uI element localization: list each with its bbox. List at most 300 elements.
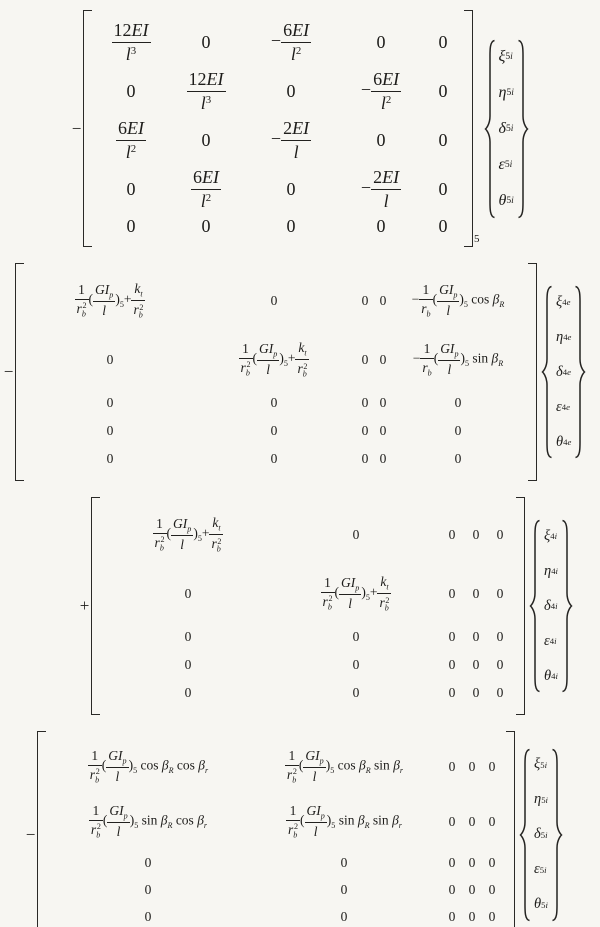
math-run: 6 bbox=[283, 20, 293, 41]
math-run: 0 bbox=[496, 685, 504, 701]
numerator bbox=[295, 340, 309, 360]
fraction bbox=[239, 341, 253, 377]
numerator bbox=[106, 748, 128, 768]
right-bracket-group bbox=[524, 263, 537, 481]
math-run: b bbox=[292, 775, 297, 785]
vector-open-brace bbox=[483, 38, 497, 220]
subscript bbox=[187, 525, 191, 534]
math-run: 0 bbox=[438, 179, 448, 200]
math-run: b bbox=[138, 310, 143, 320]
math-run: e bbox=[567, 437, 572, 447]
math-run: 2 bbox=[82, 301, 87, 311]
numerator bbox=[153, 516, 167, 534]
numerator bbox=[107, 803, 129, 823]
matrix-cell bbox=[449, 586, 456, 602]
matrix-cell bbox=[127, 81, 136, 102]
vector-entries bbox=[541, 519, 561, 694]
math-run: 0 bbox=[286, 81, 296, 102]
math-run: r bbox=[76, 300, 82, 316]
vector-entry bbox=[541, 624, 561, 659]
math-run: sin bbox=[369, 812, 393, 828]
matrix-cell bbox=[271, 423, 278, 439]
fraction bbox=[437, 282, 459, 318]
math-run: i bbox=[555, 601, 558, 611]
denominator bbox=[377, 594, 391, 613]
math-run: b bbox=[81, 309, 86, 319]
math-run: l bbox=[116, 824, 121, 840]
math-run: b bbox=[427, 368, 432, 378]
fraction bbox=[88, 748, 102, 784]
superscript bbox=[206, 192, 211, 204]
matrix-cell bbox=[353, 527, 360, 543]
matrix-cell bbox=[380, 451, 387, 467]
math-run: ( bbox=[433, 350, 439, 366]
matrix-cell bbox=[75, 281, 146, 320]
denominator bbox=[209, 535, 223, 554]
math-run: 0 bbox=[379, 451, 387, 467]
math-run: k bbox=[212, 515, 219, 531]
matrix-cell bbox=[153, 515, 224, 554]
math-run: cos bbox=[334, 757, 359, 773]
matrix-cell bbox=[89, 803, 207, 839]
math-run: l bbox=[380, 93, 386, 113]
matrix-cell bbox=[377, 130, 386, 151]
subscript bbox=[96, 830, 100, 839]
matrix-cell bbox=[353, 629, 360, 645]
numerator bbox=[420, 341, 433, 359]
numerator bbox=[89, 803, 103, 821]
math-run: R bbox=[364, 821, 370, 831]
math-run: 0 bbox=[496, 657, 504, 673]
matrix-cell bbox=[455, 451, 462, 467]
math-run: r bbox=[322, 593, 328, 609]
subscript bbox=[499, 300, 504, 309]
superscript bbox=[131, 143, 136, 155]
subscript bbox=[506, 87, 513, 98]
subscript bbox=[541, 795, 548, 805]
fraction bbox=[281, 20, 311, 64]
math-run: θ bbox=[534, 896, 542, 912]
math-run: l bbox=[200, 191, 206, 211]
subscript bbox=[551, 601, 558, 611]
math-run: 0 bbox=[379, 423, 387, 439]
math-run: 0 bbox=[468, 881, 476, 897]
math-run: 0 bbox=[361, 292, 369, 308]
math-run: 0 bbox=[361, 351, 369, 367]
denominator bbox=[171, 536, 193, 553]
matrix-cell bbox=[185, 586, 192, 602]
math-run: 4 bbox=[549, 636, 555, 646]
subscript bbox=[273, 350, 277, 359]
math-run: r bbox=[379, 595, 385, 610]
math-run: r bbox=[154, 534, 160, 550]
math-run: ( bbox=[166, 525, 172, 541]
math-run: EI bbox=[292, 118, 310, 139]
math-run: p bbox=[273, 349, 278, 359]
denominator bbox=[321, 593, 335, 612]
vector-entry bbox=[496, 147, 517, 183]
math-run: 0 bbox=[376, 216, 386, 237]
math-run: 0 bbox=[448, 908, 456, 924]
math-run: R bbox=[499, 300, 505, 310]
subscript bbox=[563, 332, 571, 342]
matrix-cell bbox=[286, 803, 402, 839]
numerator bbox=[131, 281, 145, 301]
matrix bbox=[28, 263, 524, 481]
superscript bbox=[217, 537, 221, 546]
matrix-cell bbox=[449, 527, 456, 543]
denominator bbox=[281, 43, 311, 65]
math-run: b bbox=[95, 775, 100, 785]
matrix-cell bbox=[455, 395, 462, 411]
math-run: t bbox=[386, 582, 389, 592]
math-run: p bbox=[123, 811, 128, 821]
math-run: ξ bbox=[556, 293, 563, 310]
matrix-cell bbox=[202, 216, 211, 237]
math-run: r bbox=[286, 766, 293, 782]
math-run: 1 bbox=[91, 748, 99, 764]
math-run: r bbox=[399, 766, 404, 776]
math-run: l bbox=[348, 596, 353, 612]
math-run: l bbox=[446, 303, 451, 319]
math-run: 2 bbox=[292, 767, 297, 777]
math-run: 0 bbox=[361, 395, 369, 411]
matrix-cell bbox=[362, 423, 369, 439]
math-run: 0 bbox=[270, 395, 278, 411]
math-run: 0 bbox=[106, 451, 114, 467]
subscript bbox=[551, 566, 558, 576]
math-run: 0 bbox=[472, 526, 480, 542]
vector-entries bbox=[531, 747, 551, 922]
math-run: 0 bbox=[472, 657, 480, 673]
subscript bbox=[140, 290, 142, 299]
math-run: 2 bbox=[217, 536, 222, 546]
math-run: 4 bbox=[563, 437, 568, 447]
state-vector bbox=[540, 284, 587, 460]
subscript bbox=[321, 812, 325, 821]
matrix-cell bbox=[285, 748, 403, 784]
math-run: ( bbox=[432, 291, 438, 307]
math-run: ( bbox=[102, 812, 108, 828]
math-run: η bbox=[556, 328, 564, 345]
state-vector bbox=[518, 747, 564, 923]
matrix-cell bbox=[489, 882, 496, 898]
denominator bbox=[116, 141, 146, 163]
subscript bbox=[95, 775, 99, 784]
denominator bbox=[303, 768, 325, 785]
equation-list bbox=[0, 10, 600, 927]
superscript bbox=[385, 596, 389, 605]
math-run: 0 bbox=[379, 395, 387, 411]
math-run: 0 bbox=[496, 585, 504, 601]
math-run: i bbox=[545, 829, 548, 840]
math-run: b bbox=[96, 830, 101, 840]
math-run: l bbox=[125, 44, 131, 64]
math-run: + bbox=[201, 525, 210, 541]
math-run: 1 bbox=[422, 282, 430, 298]
fraction bbox=[321, 575, 335, 611]
numerator bbox=[88, 748, 102, 766]
matrix-cell bbox=[449, 657, 456, 673]
math-run: β bbox=[161, 757, 169, 773]
denominator bbox=[93, 302, 115, 319]
matrix-cell bbox=[377, 32, 386, 53]
vector-entry bbox=[541, 554, 561, 589]
math-run: i bbox=[544, 864, 547, 875]
math-run: θ bbox=[498, 191, 507, 209]
matrix bbox=[104, 497, 512, 715]
math-run: 0 bbox=[106, 423, 114, 439]
math-run: i bbox=[511, 195, 514, 206]
math-run: 0 bbox=[352, 629, 360, 645]
superscript bbox=[160, 535, 164, 544]
math-run: 5 bbox=[134, 821, 139, 831]
subscript bbox=[246, 368, 250, 377]
math-run: 0 bbox=[126, 216, 136, 237]
math-run: i bbox=[545, 794, 548, 805]
matrix-cell bbox=[489, 855, 496, 871]
math-run: + bbox=[123, 291, 132, 307]
math-run: l bbox=[312, 769, 317, 785]
math-run: ε bbox=[544, 632, 550, 649]
fraction bbox=[89, 803, 103, 839]
matrix-cell bbox=[380, 293, 387, 309]
math-run: r bbox=[203, 821, 208, 831]
math-run: ( bbox=[300, 812, 305, 828]
math-run: β bbox=[198, 757, 206, 773]
matrix-cell bbox=[116, 118, 146, 162]
denominator bbox=[191, 190, 221, 212]
matrix-cell bbox=[202, 32, 211, 53]
math-run: 5 bbox=[541, 899, 546, 910]
math-run: GI bbox=[440, 341, 455, 357]
matrix-cell bbox=[473, 629, 480, 645]
math-run: 5 bbox=[506, 87, 512, 98]
fraction bbox=[187, 69, 226, 113]
math-run: ( bbox=[334, 584, 340, 600]
vector-entry bbox=[531, 852, 551, 887]
math-run: 4 bbox=[562, 367, 568, 377]
superscript bbox=[131, 45, 136, 57]
superscript bbox=[246, 360, 250, 369]
numerator bbox=[281, 20, 311, 43]
math-run: 0 bbox=[468, 758, 476, 774]
math-run: EI bbox=[292, 20, 310, 41]
matrix-cell bbox=[413, 341, 503, 377]
matrix-cell bbox=[191, 167, 221, 211]
matrix-cell bbox=[127, 216, 136, 237]
numerator bbox=[371, 167, 401, 190]
matrix-cell bbox=[185, 629, 192, 645]
math-run: 5 bbox=[331, 821, 336, 831]
vector-entry bbox=[531, 747, 551, 782]
math-run: 0 bbox=[201, 32, 211, 53]
equation-block-1 bbox=[70, 10, 600, 247]
math-run: 2 bbox=[130, 143, 137, 156]
fraction bbox=[339, 575, 361, 611]
math-run: 12 bbox=[188, 69, 207, 90]
fraction bbox=[93, 282, 115, 318]
math-run: 5 bbox=[506, 195, 512, 206]
vector-close-brace bbox=[560, 518, 574, 694]
matrix-cell bbox=[341, 855, 348, 871]
vector-entries bbox=[496, 39, 517, 219]
matrix-cell bbox=[271, 118, 311, 162]
math-run: 2 bbox=[96, 822, 101, 832]
fraction bbox=[371, 69, 401, 113]
math-run: 0 bbox=[379, 351, 387, 367]
math-run: + bbox=[369, 584, 378, 600]
matrix bbox=[50, 731, 502, 927]
math-run: 0 bbox=[340, 908, 348, 924]
math-run: ) bbox=[129, 812, 135, 828]
matrix-cell bbox=[361, 167, 401, 211]
numerator bbox=[281, 118, 311, 141]
math-run: 4 bbox=[550, 601, 556, 611]
math-run: 2 bbox=[328, 594, 333, 604]
math-run: EI bbox=[382, 69, 400, 90]
numerator bbox=[93, 282, 115, 302]
matrix-cell bbox=[112, 20, 151, 64]
math-run: 2 bbox=[246, 360, 251, 370]
matrix bbox=[96, 10, 460, 247]
math-run: − bbox=[360, 177, 372, 198]
math-run: − bbox=[270, 128, 282, 149]
matrix-cell bbox=[469, 855, 476, 871]
denominator bbox=[420, 359, 433, 378]
denominator bbox=[285, 766, 299, 785]
denominator bbox=[371, 190, 401, 212]
math-run: 0 bbox=[438, 81, 448, 102]
math-run: ε bbox=[556, 398, 562, 415]
math-run: 0 bbox=[286, 179, 296, 200]
superscript bbox=[303, 362, 307, 371]
math-run: ξ bbox=[544, 527, 551, 544]
math-run: 6 bbox=[193, 167, 202, 188]
subscript bbox=[540, 760, 547, 770]
matrix-cell bbox=[473, 657, 480, 673]
subscript bbox=[109, 291, 113, 300]
math-run: cos bbox=[173, 757, 199, 773]
math-run: e bbox=[566, 402, 570, 412]
math-run: r bbox=[240, 359, 246, 375]
matrix-cell bbox=[449, 882, 456, 898]
math-run: 0 bbox=[352, 685, 360, 701]
math-run: R bbox=[365, 766, 371, 776]
math-run: 0 bbox=[488, 854, 496, 870]
math-run: ) bbox=[193, 525, 198, 541]
subscript bbox=[506, 195, 513, 206]
math-run: i bbox=[554, 531, 557, 541]
matrix-cell bbox=[497, 685, 504, 701]
math-run: r bbox=[211, 536, 217, 551]
matrix-cell bbox=[412, 282, 505, 318]
right-bracket bbox=[528, 263, 537, 481]
math-run: r bbox=[398, 821, 402, 831]
matrix-cell bbox=[107, 352, 114, 368]
subscript bbox=[505, 51, 512, 62]
math-run: l bbox=[313, 824, 318, 840]
denominator bbox=[112, 43, 151, 65]
math-run: 0 bbox=[488, 813, 496, 829]
math-run: 0 bbox=[438, 216, 448, 237]
math-run: 0 bbox=[376, 130, 386, 151]
math-run: 0 bbox=[448, 585, 456, 601]
math-run: 0 bbox=[488, 908, 496, 924]
math-run: 0 bbox=[376, 32, 386, 53]
math-run: l bbox=[447, 362, 452, 378]
math-run: t bbox=[218, 523, 221, 533]
matrix-cell bbox=[455, 423, 462, 439]
math-run: 1 bbox=[423, 341, 431, 357]
subscript bbox=[562, 402, 570, 412]
math-run: k bbox=[380, 574, 387, 590]
numerator bbox=[116, 118, 146, 141]
math-run: 0 bbox=[448, 685, 456, 701]
math-run: 0 bbox=[438, 32, 448, 53]
matrix-cell bbox=[473, 685, 480, 701]
vector-open-brace bbox=[518, 747, 532, 923]
vector-entry bbox=[541, 659, 561, 694]
math-run: b bbox=[327, 602, 332, 612]
superscript bbox=[96, 767, 100, 776]
subscript bbox=[160, 543, 164, 552]
vector-entry bbox=[541, 519, 561, 554]
math-run: 4 bbox=[562, 297, 567, 307]
matrix-cell bbox=[321, 574, 392, 613]
math-run: 1 bbox=[288, 748, 296, 764]
math-run: 5 bbox=[540, 829, 546, 840]
math-run: 4 bbox=[551, 671, 556, 681]
math-run: 0 bbox=[144, 881, 152, 897]
math-run: ) bbox=[361, 584, 366, 600]
math-run: b bbox=[159, 543, 164, 553]
matrix-cell bbox=[377, 216, 386, 237]
math-run: sin bbox=[469, 350, 492, 366]
math-run: 0 bbox=[379, 292, 387, 308]
math-run: − bbox=[411, 291, 420, 307]
subscript bbox=[550, 636, 557, 646]
math-run: 5 bbox=[505, 123, 511, 134]
numerator bbox=[191, 167, 221, 190]
subscript bbox=[427, 309, 431, 318]
math-run: 0 bbox=[340, 854, 348, 870]
math-run: i bbox=[555, 671, 558, 681]
denominator bbox=[286, 821, 300, 840]
right-bracket bbox=[464, 10, 473, 247]
subscript bbox=[293, 830, 297, 839]
matrix-cell bbox=[271, 293, 278, 309]
math-run: 5 bbox=[330, 766, 335, 776]
math-run: 4 bbox=[561, 402, 567, 412]
math-run: r bbox=[133, 302, 139, 317]
fraction bbox=[191, 167, 221, 211]
matrix-cell bbox=[439, 130, 448, 151]
matrix-cell bbox=[362, 352, 369, 368]
vector-entry bbox=[496, 183, 517, 219]
math-run: 5 bbox=[463, 300, 468, 310]
numerator bbox=[419, 282, 432, 300]
fraction bbox=[371, 167, 401, 211]
vector-entry bbox=[553, 390, 574, 425]
fraction bbox=[75, 282, 89, 318]
math-run: 0 bbox=[126, 81, 136, 102]
math-run: GI bbox=[173, 516, 188, 532]
math-run: k bbox=[134, 281, 141, 297]
equation-block-3 bbox=[78, 497, 600, 715]
math-run: 5 bbox=[540, 759, 545, 770]
matrix-cell bbox=[489, 759, 496, 775]
